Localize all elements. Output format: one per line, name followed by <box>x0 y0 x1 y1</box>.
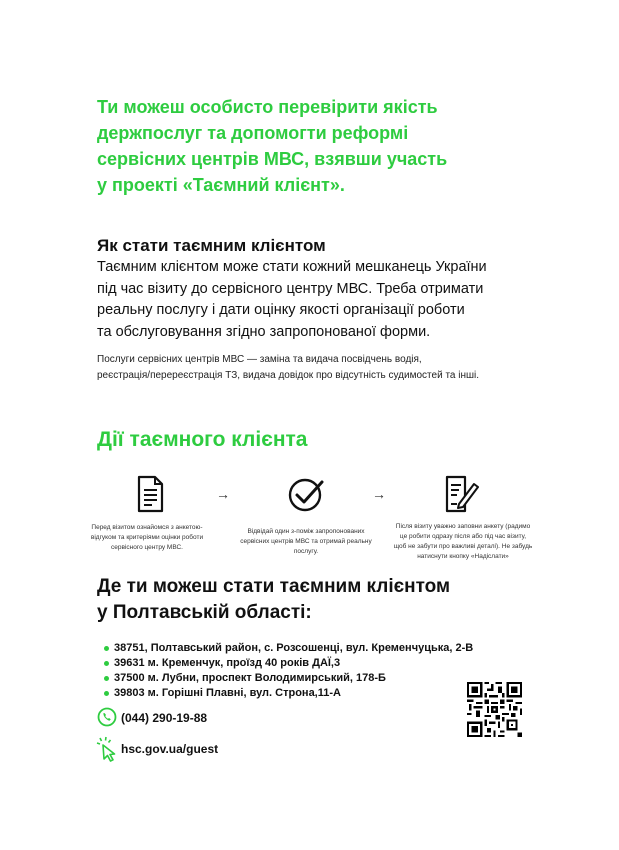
actions-title: Дії таємного клієнта <box>97 428 308 451</box>
document-icon <box>130 474 170 514</box>
arrow-icon: → <box>372 486 386 502</box>
step-caption <box>388 522 538 562</box>
step-caption-line: Відвідай один з-поміж запропонованих <box>247 528 365 535</box>
click-pointer-icon <box>96 736 120 762</box>
list-item: 38751, Полтавський район, с. Розсошенці, вул. Кременчуцька, 2-В <box>104 641 473 656</box>
form-edit-icon <box>441 474 481 514</box>
phone-icon <box>97 707 117 727</box>
list-item: 37500 м. Лубни, проспект Володимирський, 178-Б <box>104 671 473 686</box>
address-list <box>104 641 473 701</box>
phone-number[interactable]: (044) 290-19-88 <box>121 711 208 725</box>
step-caption-line: послугу. <box>293 548 319 555</box>
how-title: Як стати таємним клієнтом <box>97 236 326 255</box>
list-item: 39631 м. Кременчук, проїзд 40 років ДАЇ,3 <box>104 656 473 671</box>
step-caption-line: сервісних центрів МВС та отримай реальну <box>240 538 372 545</box>
step-caption-line: це робити одразу після або під час візиту, <box>399 533 527 540</box>
step-caption-line: Перед візитом ознайомся з анкетою- <box>91 524 203 531</box>
headline-line: сервісних центрів МВС, взявши участь <box>97 149 448 169</box>
services-note-line: реєстрація/перереєстрація ТЗ, видача довідок про відсутність судимостей та інші. <box>97 370 480 381</box>
step-caption <box>80 523 214 553</box>
services-note-line: Послуги сервісних центрів МВС — заміна та видача посвідчень водія, <box>97 354 422 365</box>
list-item: 39803 м. Горішні Плавні, вул. Строна,11-А <box>104 686 473 701</box>
how-body-line: Таємним клієнтом може стати кожний мешканець України <box>97 259 487 275</box>
website-link[interactable]: hsc.gov.ua/guest <box>121 742 219 756</box>
where-title-line: Де ти можеш стати таємним клієнтом <box>97 576 451 597</box>
step-caption-line: Після візиту уважно заповни анкету (радимо <box>395 523 531 530</box>
arrow-icon: → <box>216 486 230 502</box>
step-caption <box>236 527 376 557</box>
headline-line: у проекті «Таємний клієнт». <box>97 175 345 195</box>
step-caption-line: натиснути кнопку «Надіслати» <box>417 553 509 560</box>
check-circle-icon <box>286 474 326 514</box>
headline-line: Ти можеш особисто перевірити якість <box>97 97 438 117</box>
headline <box>97 94 517 198</box>
services-note <box>97 352 537 384</box>
where-title <box>97 574 450 626</box>
how-body <box>97 257 537 343</box>
qr-code-icon <box>467 682 522 737</box>
headline-line: держпослуг та допомогти реформі <box>97 123 409 143</box>
how-body-line: та обслуговування згідно запропонованої форми. <box>97 323 431 340</box>
how-body-line: реальну послугу і дати оцінку якості організації роботи <box>97 302 465 318</box>
how-body-line: під час візиту до сервісного центру МВС. Треба отримати <box>97 280 484 297</box>
step-caption-line: відгуком та критеріями оцінки роботи <box>90 534 204 541</box>
where-title-line: у Полтавській області: <box>97 602 312 623</box>
step-caption-line: щоб не забути про важливі деталі). Не забудь <box>393 543 533 550</box>
step-caption-line: сервісного центру МВС. <box>111 544 183 551</box>
